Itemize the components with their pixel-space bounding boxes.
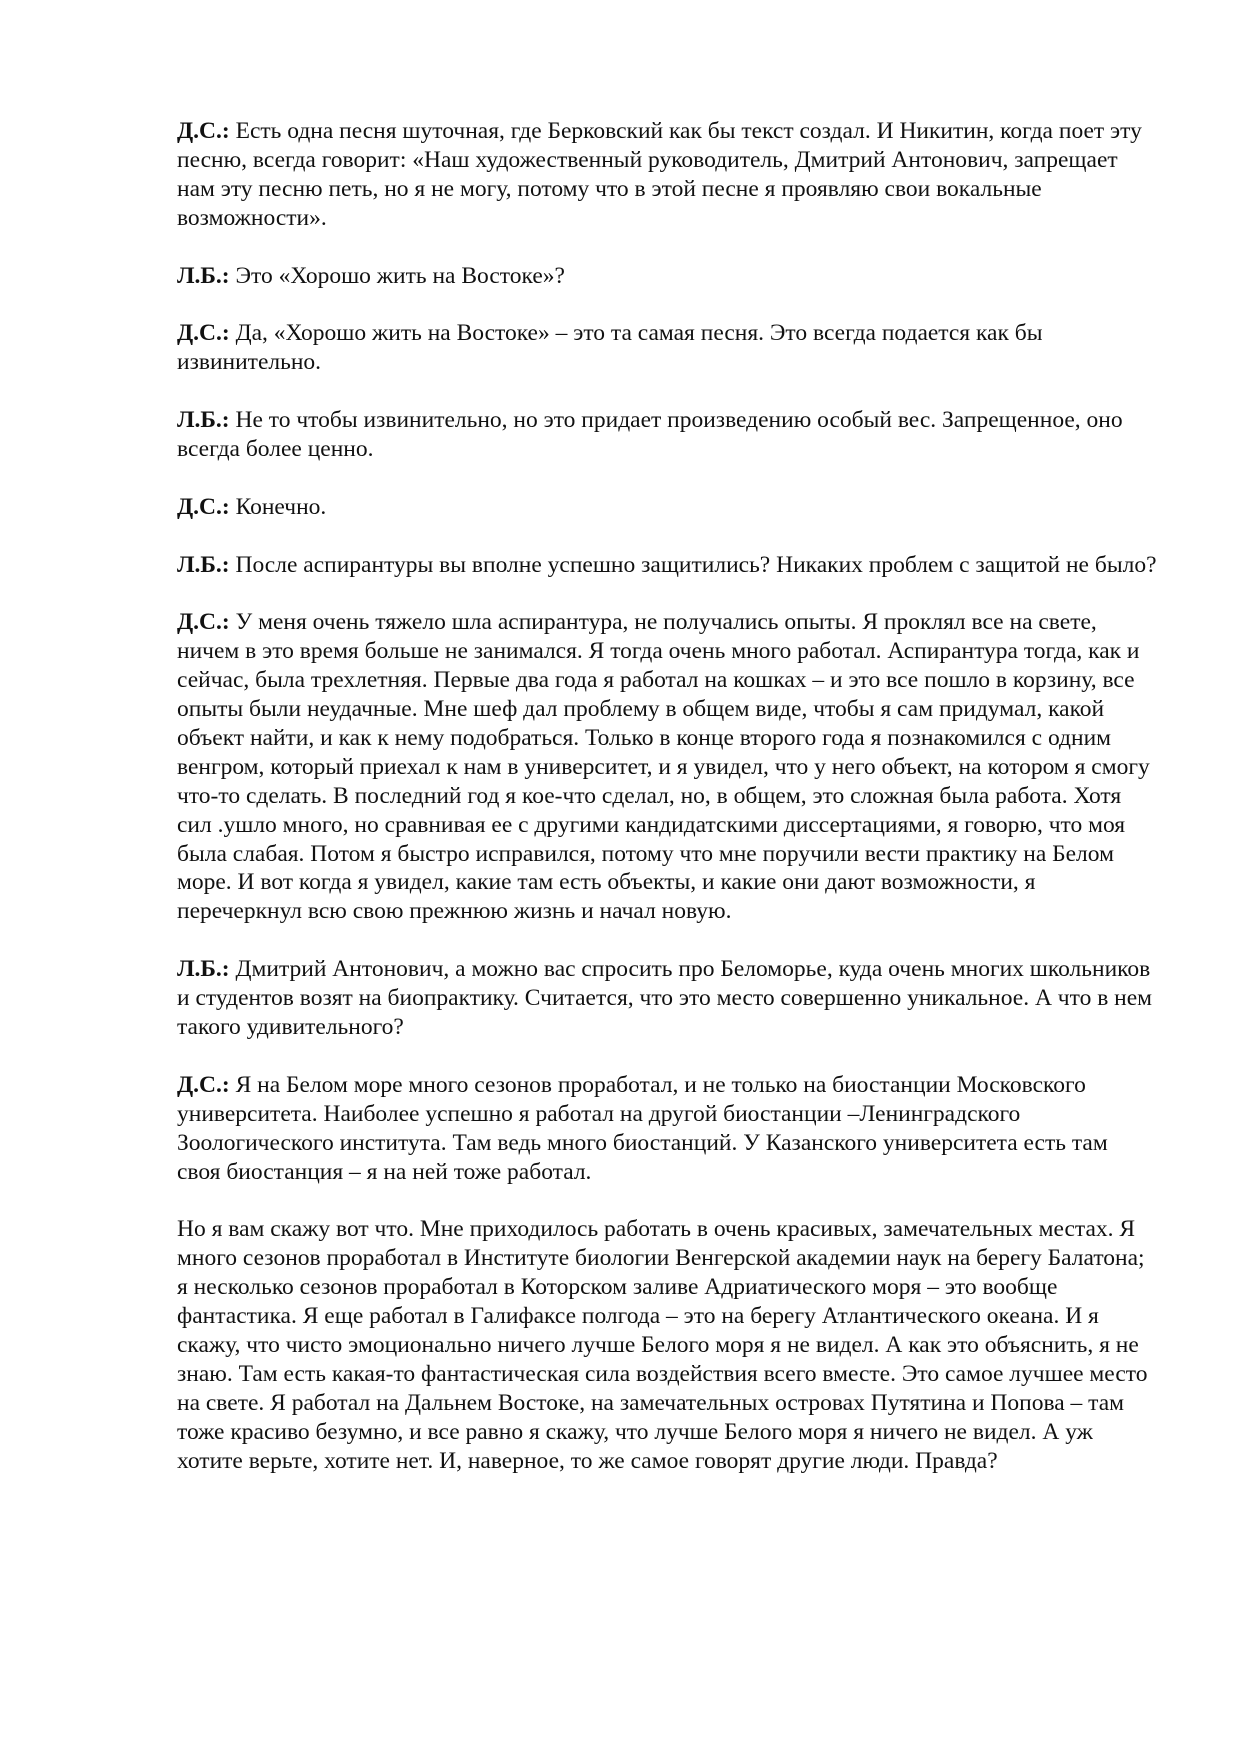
paragraph-2	[177, 262, 1157, 291]
speaker-label: Д.С.:	[177, 609, 230, 636]
paragraph-3	[177, 319, 1157, 377]
paragraph-text: У меня очень тяжело шла аспирантура, не получались опыты. Я проклял все на свете, ничем в это время больше не занимался. Я тогда очень много работал. Аспирантура тогда, как и сейчас, была трехлетняя. Первые два года я работал на кошках – и это все пошло в корзину, все опыты были неудачные. Мне шеф дал проблему в общем виде, чтобы я сам придумал, какой объект найти, и как к нему подобраться. Только в конце второго года я познакомился с одним венгром, который приехал к нам в университет, и я увидел, что у него объект, на котором я смогу что-то сделать. В последний год я кое-что сделал, но, в общем, это сложная была работа. Хотя сил .ушло много, но сравнивая ее с другими кандидатскими диссертациями, я говорю, что моя была слабая. Потом я быстро исправился, потому что мне поручили вести практику на Белом море. И вот когда я увидел, какие там есть объекты, и какие они дают возможности, я перечеркнул всю свою прежнюю жизнь и начал новую.	[177, 609, 1150, 925]
speaker-label: Л.Б.:	[177, 262, 230, 289]
paragraph-9	[177, 1071, 1157, 1187]
speaker-label: Д.С.:	[177, 493, 230, 520]
speaker-label: Л.Б.:	[177, 551, 230, 578]
paragraph-text: Конечно.	[229, 493, 327, 520]
speaker-label: Д.С.:	[177, 118, 230, 144]
paragraph-6	[177, 551, 1157, 580]
paragraph-text: Есть одна песня шуточная, где Берковский как бы текст создал. И Никитин, когда поет эту песню, всегда говорит: «Наш художественный руководитель, Дмитрий Антонович, запрещает нам эту песню петь, но я не могу, потому что в этой песне я проявляю свои вокальные возможности».	[177, 118, 1142, 231]
paragraph-text: Дмитрий Антонович, а можно вас спросить про Беломорье, куда очень многих школьников и студентов возят на биопрактику. Считается, что это место совершенно уникальное. А что в нем такого удивительного?	[177, 956, 1153, 1040]
paragraph-text: Не то чтобы извинительно, но это придает произведению особый вес. Запрещенное, оно всегда более ценно.	[177, 407, 1123, 462]
paragraph-text: Это «Хорошо жить на Востоке»?	[229, 262, 565, 289]
paragraph-10	[177, 1215, 1157, 1475]
speaker-label: Д.С.:	[177, 1071, 230, 1098]
paragraph-4	[177, 406, 1157, 464]
paragraph-text: Да, «Хорошо жить на Востоке» – это та самая песня. Это всегда подается как бы извинительно.	[177, 320, 1043, 376]
paragraph-5	[177, 493, 1157, 522]
paragraph-8	[177, 955, 1157, 1042]
paragraph-text: После аспирантуры вы вполне успешно защитились? Никаких проблем с защитой не было?	[229, 551, 1157, 578]
paragraph-7	[177, 608, 1157, 926]
paragraph-text: Я на Белом море много сезонов проработал, и не только на биостанции Московского университета. Наиболее успешно я работал на другой биостанции –Ленинградского Зоологического института. Там ведь много биостанций. У Казанского университета есть там своя биостанция – я на ней тоже работал.	[177, 1071, 1108, 1185]
paragraph-1	[177, 117, 1157, 233]
speaker-label: Л.Б.:	[177, 407, 230, 434]
speaker-label: Л.Б.:	[177, 956, 230, 983]
interview-transcript	[177, 117, 1157, 1504]
paragraph-text: Но я вам скажу вот что. Мне приходилось работать в очень красивых, замечательных местах. Я много сезонов проработал в Институте биологии Венгерской академии наук на берегу Балатона; я несколько сезонов проработал в Которском заливе Адриатического моря – это вообще фантастика. Я еще работал в Галифаксе полгода – это на берегу Атлантического океана. И я скажу, что чисто эмоционально ничего лучше Белого моря я не видел. А как это объяснить, я не знаю. Там есть какая-то фантастическая сила воздействия всего вместе. Это самое лучшее место на свете. Я работал на Дальнем Востоке, на замечательных островах Путятина и Попова – там тоже красиво безумно, и все равно я скажу, что лучше Белого моря я ничего не видел. А уж хотите верьте, хотите нет. И, наверное, то же самое говорят другие люди. Правда?	[177, 1216, 1148, 1474]
speaker-label: Д.С.:	[177, 320, 230, 347]
